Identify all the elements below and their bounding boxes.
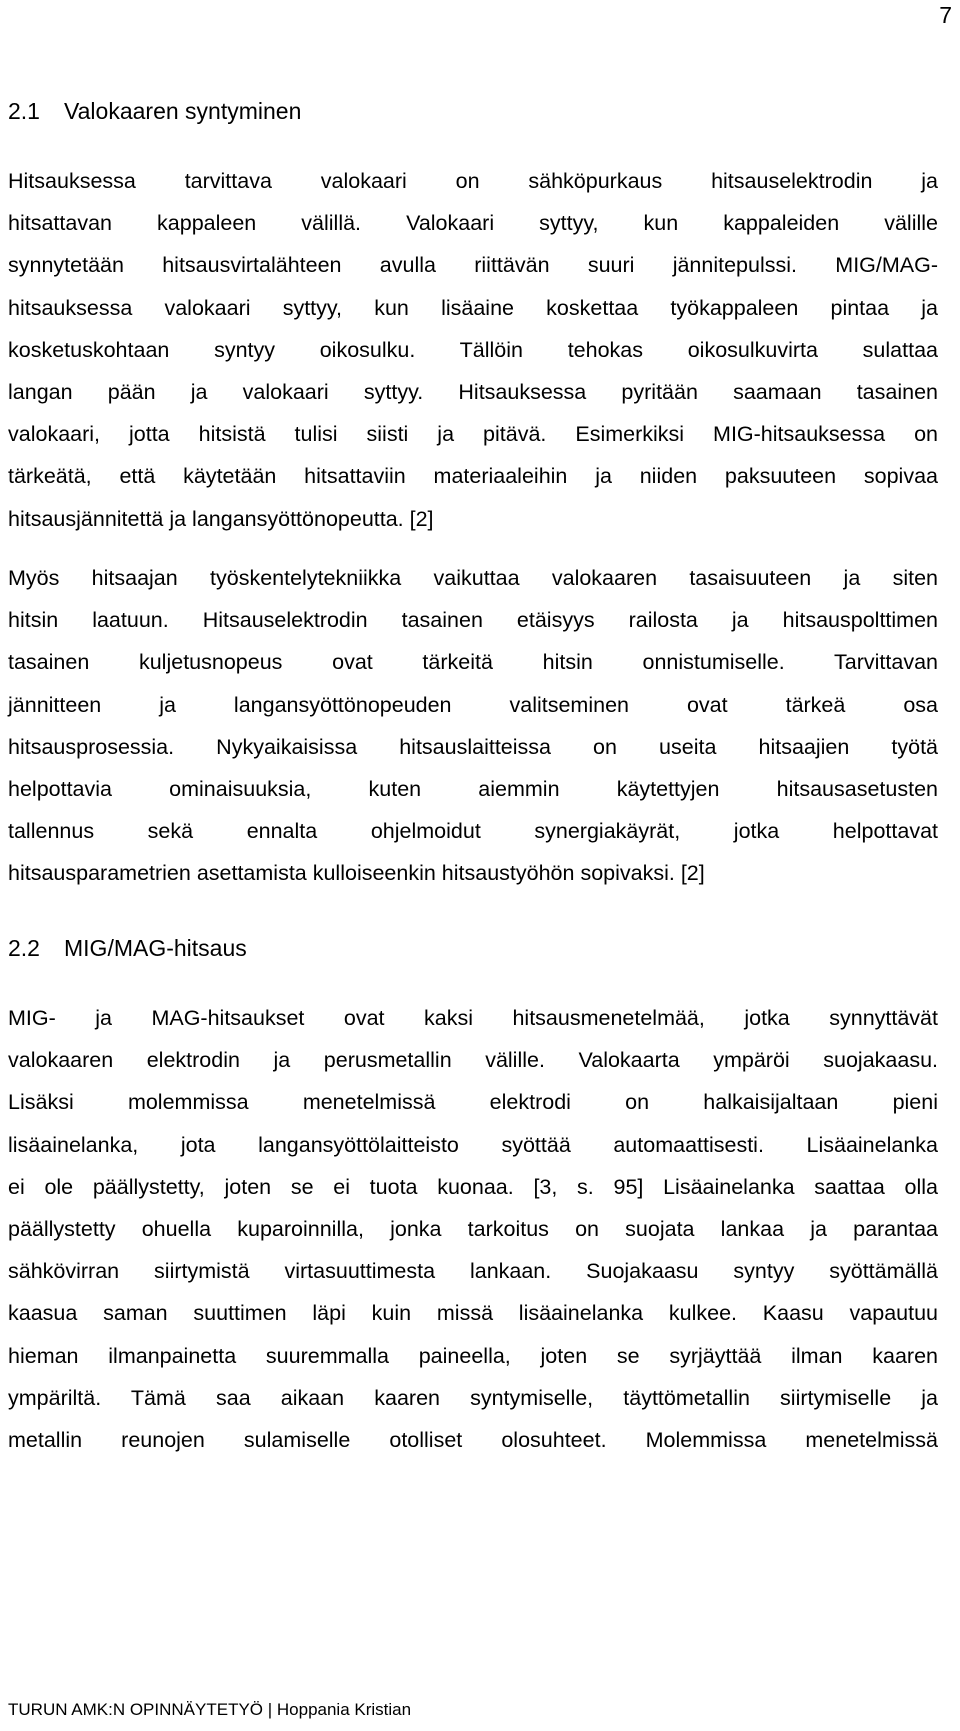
text-line: hitsausprosessia. Nykyaikaisissa hitsauslaitteissa on useita hitsaajien työtä — [8, 734, 938, 759]
text-line: ympäriltä. Tämä saa aikaan kaaren syntymiselle, täyttömetallin siirtymiselle ja — [8, 1385, 938, 1410]
page-number: 7 — [939, 2, 952, 28]
section-title: MIG/MAG-hitsaus — [64, 935, 247, 961]
text-line: hitsausjännitettä ja langansyöttönopeutta. [2] — [8, 506, 434, 531]
text-line: kaasua saman suuttimen läpi kuin missä lisäainelanka kulkee. Kaasu vapautuu — [8, 1301, 938, 1326]
text-line: Hitsauksessa tarvittava valokaari on sähköpurkaus hitsauselektrodin ja — [8, 169, 938, 193]
text-line: helpottavia ominaisuuksia, kuten aiemmin käytettyjen hitsausasetusten — [8, 777, 938, 802]
text-line: kosketuskohtaan syntyy oikosulku. Tällöin tehokas oikosulkuvirta sulattaa — [8, 337, 938, 362]
text-line: tasainen kuljetusnopeus ovat tärkeitä hitsin onnistumiselle. Tarvittavan — [8, 650, 938, 675]
section-title: Valokaaren syntyminen — [64, 98, 302, 124]
section-number: 2.2 — [8, 935, 40, 961]
text-line: hitsin laatuun. Hitsauselektrodin tasainen etäisyys railosta ja hitsauspolttimen — [8, 608, 938, 633]
text-line: metallin reunojen sulamiselle otolliset olosuhteet. Molemmissa menetelmissä — [8, 1428, 938, 1453]
text-line: jännitteen ja langansyöttönopeuden valitseminen ovat tärkeä osa — [8, 692, 938, 717]
text-line: lisäainelanka, jota langansyöttölaitteisto syöttää automaattisesti. Lisäainelanka — [8, 1132, 938, 1157]
text-line: valokaari, jotta hitsistä tulisi siisti ja pitävä. Esimerkiksi MIG-hitsauksessa on — [8, 422, 938, 447]
text-line: Lisäksi molemmissa menetelmissä elektrodi on halkaisijaltaan pieni — [8, 1090, 938, 1115]
text-line: MIG- ja MAG-hitsaukset ovat kaksi hitsausmenetelmää, jotka synnyttävät — [8, 1006, 938, 1030]
text-line: Myös hitsaajan työskentelytekniikka vaikuttaa valokaaren tasaisuuteen ja siten — [8, 566, 938, 590]
section-heading-2-2 — [8, 935, 247, 962]
text-line: hieman ilmanpainetta suuremmalla paineella, joten se syrjäyttää ilman kaaren — [8, 1343, 938, 1368]
text-line: tärkeätä, että käytetään hitsattaviin materiaaleihin ja niiden paksuuteen sopivaa — [8, 464, 938, 489]
paragraph — [8, 557, 938, 895]
paragraph — [8, 160, 938, 540]
section-number: 2.1 — [8, 98, 40, 124]
section-heading-2-1 — [8, 98, 301, 125]
text-line: langan pään ja valokaari syttyy. Hitsauksessa pyritään saamaan tasainen — [8, 380, 938, 405]
text-line: päällystetty ohuella kuparoinnilla, jonka tarkoitus on suojata lankaa ja parantaa — [8, 1217, 938, 1242]
text-line: sähkövirran siirtymistä virtasuuttimesta lankaan. Suojakaasu syntyy syöttämällä — [8, 1259, 938, 1284]
text-line: hitsattavan kappaleen välillä. Valokaari syttyy, kun kappaleiden välille — [8, 211, 938, 236]
text-line: ei ole päällystetty, joten se ei tuota kuonaa. [3, s. 95] Lisäainelanka saattaa olla — [8, 1174, 938, 1199]
text-line: tallennus sekä ennalta ohjelmoidut synergiakäyrät, jotka helpottavat — [8, 819, 938, 844]
paragraph — [8, 997, 938, 1461]
text-line: hitsauksessa valokaari syttyy, kun lisäaine koskettaa työkappaleen pintaa ja — [8, 295, 938, 320]
page-footer: TURUN AMK:N OPINNÄYTETYÖ | Hoppania Kristian — [8, 1700, 412, 1719]
text-line: hitsausparametrien asettamista kulloiseenkin hitsaustyöhön sopivaksi. [2] — [8, 861, 705, 886]
text-line: synnytetään hitsausvirtalähteen avulla riittävän suuri jännitepulssi. MIG/MAG- — [8, 253, 938, 278]
text-line: valokaaren elektrodin ja perusmetallin välille. Valokaarta ympäröi suojakaasu. — [8, 1048, 938, 1073]
